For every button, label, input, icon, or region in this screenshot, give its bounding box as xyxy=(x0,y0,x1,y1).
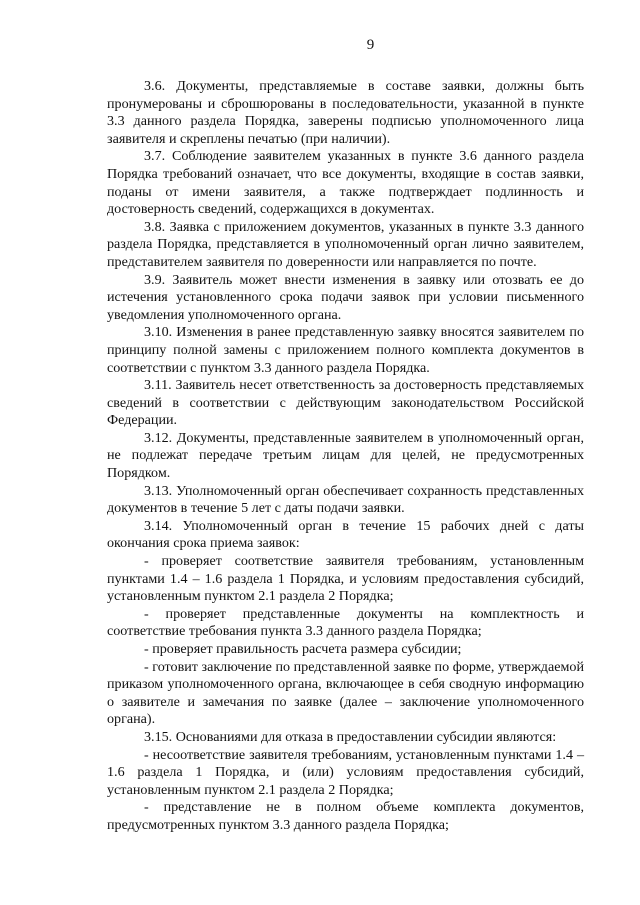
paragraph-3-12: 3.12. Документы, представленные заявителем в уполномоченный орган, не подлежат передаче третьим лицам для целей, не предусмотренных Порядком. xyxy=(107,429,584,482)
paragraph-3-6: 3.6. Документы, представляемые в составе заявки, должны быть пронумерованы и сброшюрованы в последовательности, указанной в пункте 3.3 данного раздела Порядка, заверены подписью уполномоченного лица заявителя и скреплены печатью (при наличии). xyxy=(107,78,584,147)
paragraph-3-8: 3.8. Заявка с приложением документов, указанных в пункте 3.3 данного раздела Порядка, представляется в уполномоченный орган лично заявителем, представителем заявителя по доверенности или направляется по почте. xyxy=(107,218,584,270)
paragraph-3-14: 3.14. Уполномоченный орган в течение 15 рабочих дней с даты окончания срока приема заявок: xyxy=(107,517,584,552)
list-item-3-14-c: - проверяет правильность расчета размера субсидии; xyxy=(144,641,462,657)
list-item-3-14-b: - проверяет представленные документы на комплектность и соответствие требования пункта 3.3 данного раздела Порядка; xyxy=(107,605,584,640)
paragraph-3-10: 3.10. Изменения в ранее представленную заявку вносятся заявителем по принципу полной замены с приложением полного комплекта документов в соответствии с пунктом 3.3 данного раздела Порядка. xyxy=(107,324,584,376)
paragraph-3-7: 3.7. Соблюдение заявителем указанных в пункте 3.6 данного раздела Порядка требований означает, что все документы, входящие в состав заявки, поданы от имени заявителя, а также подтверждает подлинность и достоверность сведений, содержащихся в документах. xyxy=(107,148,584,218)
page-number: 9 xyxy=(366,37,375,53)
paragraph-3-15: 3.15. Основаниями для отказа в предоставлении субсидии являются: xyxy=(144,728,557,745)
paragraph-3-9: 3.9. Заявитель может внести изменения в заявку или отозвать ее до истечения установленного срока подачи заявок при условии письменного уведомления уполномоченного органа. xyxy=(107,271,584,323)
list-item-3-15-a: - несоответствие заявителя требованиям, установленным пунктами 1.4 – 1.6 раздела 1 Порядка, и (или) условиям предоставления субсидий, установленным пунктом 2.1 раздела 2 Порядка; xyxy=(107,746,584,798)
list-item-3-14-a: - проверяет соответствие заявителя требованиям, установленным пунктами 1.4 – 1.6 раздела 1 Порядка, и условиям предоставления субсидий, установленным пунктом 2.1 раздела 2 Порядка; xyxy=(107,553,584,605)
paragraph-3-11: 3.11. Заявитель несет ответственность за достоверность представляемых сведений в соответствии с действующим законодательством Российской Федерации. xyxy=(107,377,584,429)
list-item-3-14-d: - готовит заключение по представленной заявке по форме, утверждаемой приказом уполномоченного органа, включающее в себя сводную информацию о заявителе и замечания по заявке (далее – заключение уполномоченного органа). xyxy=(107,658,584,728)
list-item-3-15-b: - представление не в полном объеме комплекта документов, предусмотренных пунктом 3.3 данного раздела Порядка; xyxy=(107,799,584,833)
paragraph-3-13: 3.13. Уполномоченный орган обеспечивает сохранность представленных документов в течение 5 лет с даты подачи заявки. xyxy=(107,482,584,517)
